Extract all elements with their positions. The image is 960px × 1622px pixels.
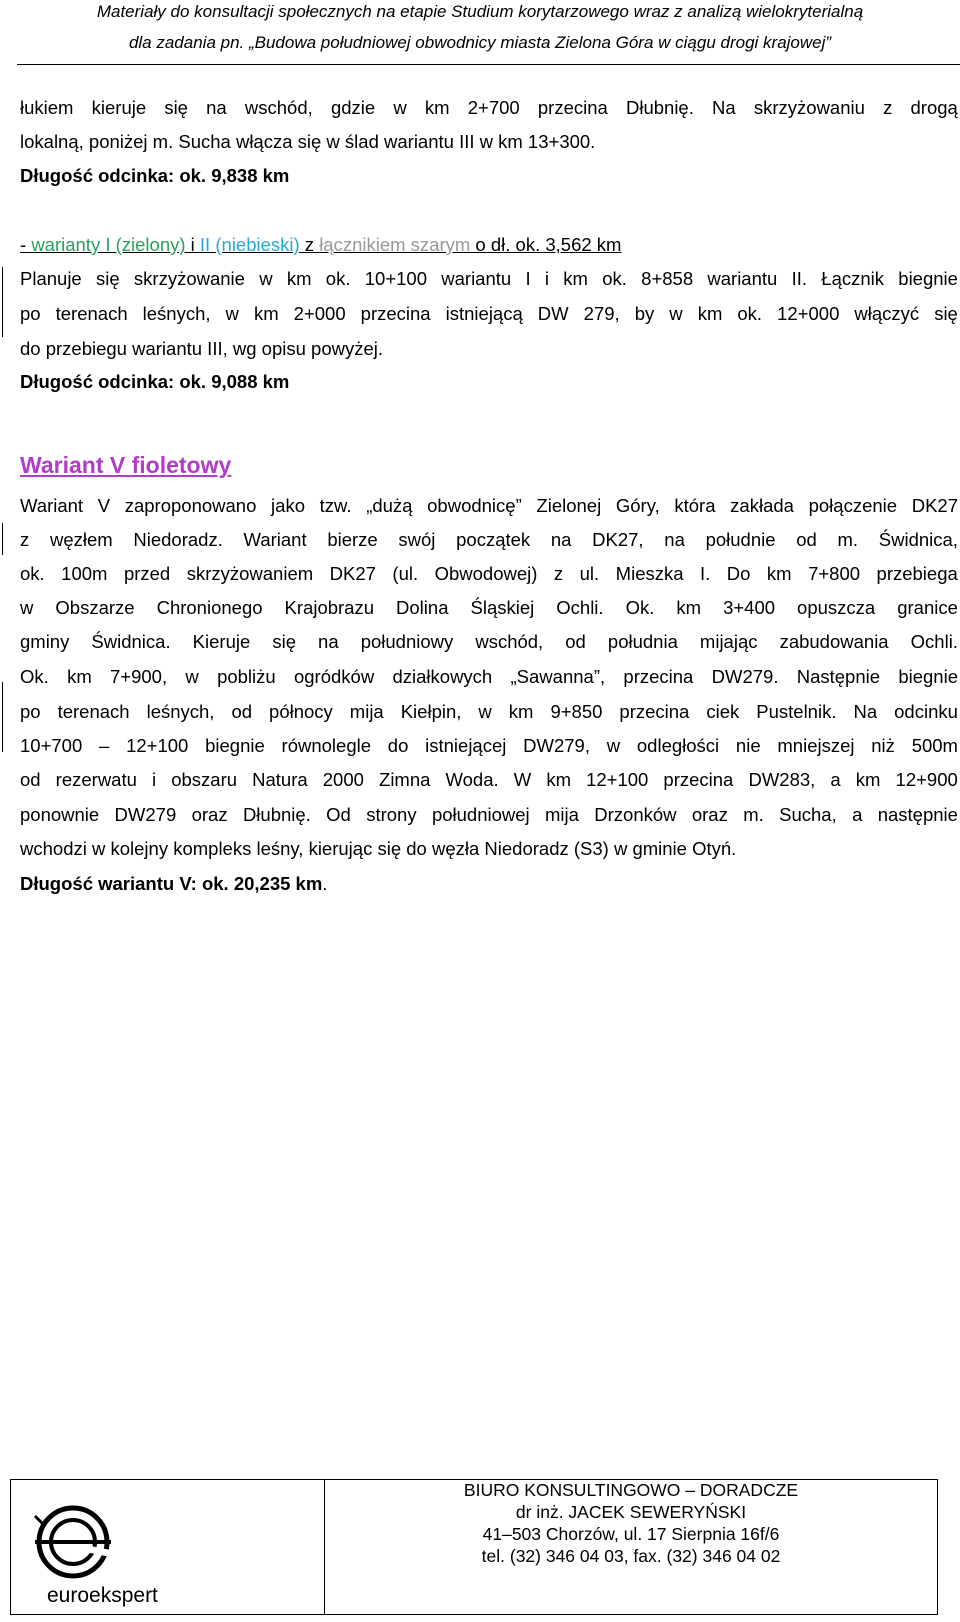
word: strony bbox=[366, 804, 417, 825]
word: przecina bbox=[360, 303, 431, 324]
word: DK27 bbox=[911, 495, 958, 516]
word: i bbox=[544, 268, 549, 289]
word: 2+000 bbox=[293, 303, 346, 324]
connector-gray-label: łącznikiem szarym bbox=[319, 234, 471, 255]
word: km bbox=[508, 701, 534, 722]
word: działkowych bbox=[392, 666, 493, 687]
variant5-length-line bbox=[20, 873, 327, 895]
word: przecina bbox=[663, 769, 734, 790]
word: 3+400 bbox=[723, 597, 776, 618]
variant5-heading: Wariant V fioletowy bbox=[20, 452, 232, 478]
variant5-line bbox=[20, 666, 958, 688]
variant5-line bbox=[20, 563, 958, 585]
word: wariantu bbox=[707, 268, 778, 289]
word: II. bbox=[791, 268, 808, 289]
word: w bbox=[259, 268, 273, 289]
word: ok. bbox=[20, 563, 45, 584]
word: po bbox=[20, 701, 41, 722]
header-line-1: Materiały do konsultacji społecznych na etapie Studium korytarzowego wraz z analizą wielokryterialną bbox=[96, 2, 864, 21]
word: pobliżu bbox=[217, 666, 276, 687]
word: połączenie bbox=[808, 495, 898, 516]
word: ok. bbox=[325, 268, 351, 289]
variant5-line bbox=[20, 495, 958, 517]
word: łukiem bbox=[20, 97, 74, 118]
word: na bbox=[664, 529, 685, 550]
variants-length: Długość odcinka: ok. 9,088 km bbox=[20, 371, 290, 392]
word: zakłada bbox=[730, 495, 794, 516]
variant5-line bbox=[20, 804, 958, 826]
word: Chronionego bbox=[156, 597, 263, 618]
word: Od bbox=[326, 804, 351, 825]
word: km bbox=[563, 268, 588, 289]
word: a bbox=[852, 804, 863, 825]
word: kieruje bbox=[91, 97, 147, 118]
word: węzłem bbox=[49, 529, 113, 550]
variant5-last-line: wchodzi w kolejny kompleks leśny, kierując się do węzła Niedoradz (S3) w gminie Otyń. bbox=[20, 838, 737, 859]
word: Obwodowej) bbox=[434, 563, 538, 584]
word: by bbox=[634, 303, 655, 324]
word: się bbox=[272, 631, 296, 652]
word: ok. bbox=[737, 303, 763, 324]
word: terenach bbox=[55, 303, 128, 324]
word: południe bbox=[705, 529, 776, 550]
footer-owner: dr inż. JACEK SEWERYŃSKI bbox=[515, 1502, 747, 1522]
word: wschód, bbox=[475, 631, 544, 652]
word: DW bbox=[537, 303, 569, 324]
word: Wariant bbox=[243, 529, 307, 550]
intro-line-1 bbox=[20, 97, 958, 119]
word: Do bbox=[726, 563, 751, 584]
word: Obszarze bbox=[55, 597, 135, 618]
variant5-line bbox=[20, 735, 958, 757]
word: w bbox=[669, 303, 683, 324]
word: DW279. bbox=[711, 666, 779, 687]
change-bar bbox=[2, 682, 3, 752]
word: 2000 bbox=[322, 769, 364, 790]
word: Krajobrazu bbox=[284, 597, 375, 618]
logo-e-icon bbox=[25, 1492, 215, 1610]
header-rule bbox=[17, 64, 960, 65]
variants-line-3 bbox=[20, 303, 958, 325]
word: gdzie bbox=[330, 97, 376, 118]
intro-line-2: lokalną, poniżej m. Sucha włącza się w ślad wariantu III w km 13+300. bbox=[20, 131, 596, 152]
word: na bbox=[318, 631, 339, 652]
word: Świdnica, bbox=[878, 529, 958, 550]
variants-length-text: o dł. ok. 3,562 km bbox=[470, 234, 622, 255]
word: 9+850 bbox=[550, 701, 603, 722]
word: Ok. bbox=[20, 666, 49, 687]
word: i bbox=[152, 769, 157, 790]
word: Sucha, bbox=[779, 804, 837, 825]
word: Mieszka bbox=[615, 563, 684, 584]
word: północy bbox=[269, 701, 333, 722]
change-bar bbox=[2, 523, 3, 555]
word: DW279 bbox=[114, 804, 177, 825]
word: 10+700 bbox=[20, 735, 83, 756]
word: się bbox=[95, 268, 120, 289]
word: Na bbox=[712, 97, 736, 118]
word: z bbox=[883, 97, 893, 118]
word: terenach bbox=[57, 701, 130, 722]
word: się bbox=[934, 303, 958, 324]
word: Ochli. bbox=[910, 631, 958, 652]
word: wariantu bbox=[441, 268, 512, 289]
word: 10+100 bbox=[364, 268, 427, 289]
footer-contact bbox=[324, 1480, 938, 1614]
word: km bbox=[286, 268, 312, 289]
word: południowy bbox=[360, 631, 454, 652]
word: nie bbox=[735, 735, 761, 756]
variant-blue-label: II (niebieski) bbox=[199, 234, 300, 255]
word: km bbox=[697, 303, 723, 324]
word: 12+900 bbox=[895, 769, 958, 790]
word: mniejszej bbox=[777, 735, 855, 756]
word: mija bbox=[545, 804, 579, 825]
footer-box bbox=[10, 1479, 938, 1615]
word: I. bbox=[700, 563, 711, 584]
word: skrzyżowaniem bbox=[186, 563, 314, 584]
word: m. bbox=[743, 804, 764, 825]
word: zabudowania bbox=[779, 631, 889, 652]
word: leśnych, bbox=[146, 701, 215, 722]
word: Zimna bbox=[379, 769, 431, 790]
word: równolegle bbox=[281, 735, 372, 756]
variant5-line bbox=[20, 701, 958, 723]
word: obwodnicę” bbox=[427, 495, 522, 516]
variant5-length-end: . bbox=[322, 873, 328, 894]
word: przed bbox=[123, 563, 171, 584]
word: na bbox=[550, 529, 572, 550]
word: ciek bbox=[706, 701, 740, 722]
word: Ok. bbox=[625, 597, 655, 618]
word: Natura bbox=[252, 769, 308, 790]
word: granice bbox=[897, 597, 958, 618]
variant5-length: Długość wariantu V: ok. 20,235 km bbox=[20, 873, 323, 894]
word: (ul. bbox=[392, 563, 419, 584]
word: 7+800 bbox=[808, 563, 861, 584]
word: Niedoradz. bbox=[133, 529, 223, 550]
variant5-line bbox=[20, 631, 958, 653]
word: południowej bbox=[431, 804, 530, 825]
word: V bbox=[97, 495, 111, 516]
variants-line-4: do przebiegu wariantu III, wg opisu powyżej. bbox=[20, 338, 384, 359]
word: Dolina bbox=[396, 597, 449, 618]
word: mija bbox=[349, 701, 384, 722]
word: przebiega bbox=[876, 563, 958, 584]
word: I bbox=[525, 268, 531, 289]
word: obszaru bbox=[171, 769, 238, 790]
word: od bbox=[231, 701, 253, 722]
word: km bbox=[546, 769, 571, 790]
word: biegnie bbox=[898, 268, 958, 289]
variants-with: z bbox=[299, 234, 320, 255]
word: Góry, bbox=[615, 495, 660, 516]
word: w bbox=[20, 597, 34, 618]
word: następnie bbox=[877, 804, 958, 825]
header-line-2: dla zadania pn. „Budowa południowej obwodnicy miasta Zielona Góra w ciągu drogi krajowej” bbox=[128, 33, 832, 52]
word: 2+700 bbox=[467, 97, 520, 118]
variant5-line bbox=[20, 597, 958, 619]
word: 8+858 bbox=[641, 268, 694, 289]
word: Kieruje bbox=[192, 631, 251, 652]
word: DW283, bbox=[748, 769, 816, 790]
word: Następnie bbox=[796, 666, 881, 687]
word: rezerwatu bbox=[55, 769, 137, 790]
word: DK27 bbox=[329, 563, 376, 584]
word: biegnie bbox=[205, 735, 265, 756]
word: przecina bbox=[619, 701, 690, 722]
word: swój bbox=[398, 529, 436, 550]
word: Ochli. bbox=[556, 597, 604, 618]
word: Dłubnię. bbox=[625, 97, 694, 118]
word: Kiełpin, bbox=[400, 701, 462, 722]
word: „dużą bbox=[366, 495, 413, 516]
word: km bbox=[766, 563, 792, 584]
word: przecina bbox=[623, 666, 694, 687]
word: ul. bbox=[579, 563, 600, 584]
word: – bbox=[99, 735, 110, 756]
word: skrzyżowaniu bbox=[753, 97, 865, 118]
word: 500m bbox=[911, 735, 958, 756]
word: z bbox=[20, 529, 30, 550]
word: Świdnica. bbox=[91, 631, 171, 652]
word: w bbox=[478, 701, 492, 722]
word: południa bbox=[607, 631, 678, 652]
word: drogą bbox=[910, 97, 958, 118]
word: odcinku bbox=[894, 701, 958, 722]
word: na bbox=[206, 97, 227, 118]
word: od bbox=[796, 529, 817, 550]
word: w bbox=[225, 303, 239, 324]
word: która bbox=[674, 495, 716, 516]
word: Planuje bbox=[20, 268, 82, 289]
change-bar bbox=[2, 267, 3, 337]
word: 12+100 bbox=[586, 769, 649, 790]
word: 12+000 bbox=[777, 303, 840, 324]
variant-green-label: warianty I (zielony) bbox=[31, 234, 186, 255]
word: włączyć bbox=[854, 303, 920, 324]
euroekspert-logo bbox=[25, 1492, 215, 1610]
word: 100m bbox=[61, 563, 108, 584]
word: Zielonej bbox=[536, 495, 602, 516]
word: DK27, bbox=[592, 529, 644, 550]
word: 12+100 bbox=[126, 735, 189, 756]
word: wschód, bbox=[244, 97, 313, 118]
word: od bbox=[565, 631, 586, 652]
variants-dash: - bbox=[20, 234, 32, 255]
word: Na bbox=[853, 701, 878, 722]
word: Dłubnię. bbox=[242, 804, 311, 825]
word: skrzyżowanie bbox=[133, 268, 245, 289]
word: „Sawanna”, bbox=[510, 666, 606, 687]
word: ogródków bbox=[293, 666, 375, 687]
word: gminy bbox=[20, 631, 70, 652]
word: ponownie bbox=[20, 804, 100, 825]
variants-line-2 bbox=[20, 268, 958, 290]
word: DW279, bbox=[523, 735, 590, 756]
word: mijając bbox=[699, 631, 758, 652]
word: od bbox=[20, 769, 41, 790]
word: się bbox=[164, 97, 188, 118]
word: km bbox=[676, 597, 702, 618]
word: Drzonków bbox=[594, 804, 677, 825]
variant5-line bbox=[20, 769, 958, 791]
word: opuszcza bbox=[797, 597, 876, 618]
word: biegnie bbox=[898, 666, 958, 687]
variants-and: i bbox=[185, 234, 200, 255]
word: Śląskiej bbox=[470, 597, 535, 618]
word: z bbox=[553, 563, 564, 584]
word: oraz bbox=[691, 804, 728, 825]
word: jako bbox=[271, 495, 305, 516]
footer-company: BIURO KONSULTINGOWO – DORADCZE bbox=[463, 1480, 799, 1500]
word: odległości bbox=[636, 735, 720, 756]
word: Łącznik bbox=[821, 268, 885, 289]
footer-phone: tel. (32) 346 04 03, fax. (32) 346 04 02 bbox=[481, 1546, 781, 1566]
footer-address: 41–503 Chorzów, ul. 17 Sierpnia 16f/6 bbox=[482, 1524, 780, 1544]
word: 7+900, bbox=[110, 666, 168, 687]
word: a bbox=[830, 769, 841, 790]
intro-length: Długość odcinka: ok. 9,838 km bbox=[20, 165, 290, 186]
word: początek bbox=[456, 529, 531, 550]
word: istniejącej bbox=[425, 735, 507, 756]
word: km bbox=[67, 666, 92, 687]
word: leśnych, bbox=[142, 303, 211, 324]
variants-line-1 bbox=[20, 234, 621, 256]
word: Pustelnik. bbox=[756, 701, 837, 722]
word: km bbox=[424, 97, 450, 118]
word: niż bbox=[871, 735, 895, 756]
word: po bbox=[20, 303, 41, 324]
word: do bbox=[387, 735, 409, 756]
word: przecina bbox=[537, 97, 608, 118]
word: tzw. bbox=[319, 495, 352, 516]
word: zaproponowano bbox=[124, 495, 257, 516]
word: Wariant bbox=[20, 495, 84, 516]
word: km bbox=[253, 303, 279, 324]
variant5-line bbox=[20, 529, 958, 551]
word: istniejącą bbox=[445, 303, 523, 324]
word: w bbox=[185, 666, 199, 687]
logo-text: euroekspert bbox=[47, 1584, 158, 1607]
word: ok. bbox=[602, 268, 627, 289]
word: m. bbox=[837, 529, 859, 550]
word: oraz bbox=[191, 804, 228, 825]
word: w bbox=[393, 97, 407, 118]
word: bierze bbox=[327, 529, 378, 550]
word: Woda. bbox=[445, 769, 499, 790]
word: w bbox=[606, 735, 621, 756]
word: km bbox=[855, 769, 881, 790]
word: W bbox=[513, 769, 532, 790]
word: 279, bbox=[583, 303, 620, 324]
